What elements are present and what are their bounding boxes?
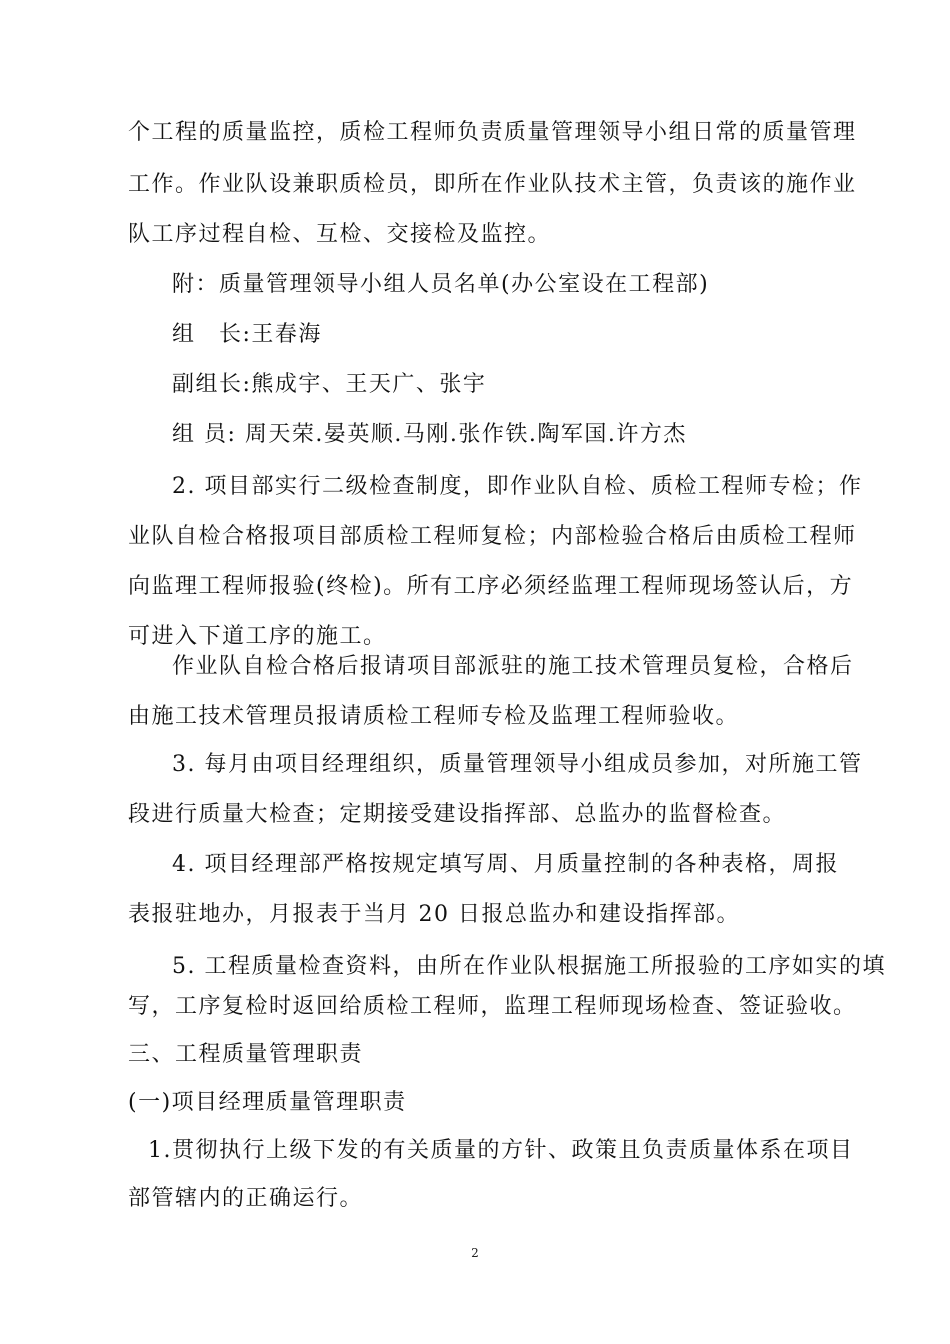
members-line: 组 员: 周天荣.晏英顺.马刚.张作铁.陶军国.许方杰 <box>172 422 687 447</box>
section-heading: 三、工程质量管理职责 <box>128 1042 364 1067</box>
group-leader-line: 组 长:王春海 <box>172 322 322 347</box>
paragraph-line: 作业队自检合格后报请项目部派驻的施工技术管理员复检，合格后 <box>172 654 854 679</box>
paragraph-line: 业队自检合格报项目部质检工程师复检；内部检验合格后由质检工程师 <box>128 524 857 549</box>
appendix-heading: 附：质量管理领导小组人员名单(办公室设在工程部) <box>172 272 710 297</box>
paragraph-line: 表报驻地办，月报表于当月 20 日报总监办和建设指挥部。 <box>128 902 740 927</box>
paragraph-line: 1.贯彻执行上级下发的有关质量的方针、政策且负责质量体系在项目 <box>148 1138 854 1163</box>
paragraph-line: 写，工序复检时返回给质检工程师，监理工程师现场检查、签证验收。 <box>128 994 857 1019</box>
paragraph-line: 3. 每月由项目经理组织，质量管理领导小组成员参加，对所施工管 <box>172 752 863 777</box>
paragraph-line: 部管辖内的正确运行。 <box>128 1186 364 1211</box>
paragraph-line: 向监理工程师报验(终检)。所有工序必须经监理工程师现场签认后，方 <box>128 574 854 599</box>
paragraph-line: 队工序过程自检、互检、交接检及监控。 <box>128 222 552 247</box>
paragraph-line: 工作。作业队设兼职质检员，即所在作业队技术主管，负责该的施作业 <box>128 172 857 197</box>
page-number: 2 <box>471 1246 479 1260</box>
paragraph-line: 2. 项目部实行二级检查制度，即作业队自检、质检工程师专检；作 <box>172 474 863 499</box>
paragraph-line: 个工程的质量监控，质检工程师负责质量管理领导小组日常的质量管理 <box>128 120 857 145</box>
paragraph-line: 段进行质量大检查；定期接受建设指挥部、总监办的监督检查。 <box>128 802 787 827</box>
paragraph-line: 5. 工程质量检查资料，由所在作业队根据施工所报验的工序如实的填 <box>172 954 886 979</box>
subsection-heading: (一)项目经理质量管理职责 <box>128 1090 407 1115</box>
paragraph-line: 4. 项目经理部严格按规定填写周、月质量控制的各种表格，周报 <box>172 852 839 877</box>
paragraph-line: 可进入下道工序的施工。 <box>128 624 387 649</box>
paragraph-line: 由施工技术管理员报请质检工程师专检及监理工程师验收。 <box>128 704 740 729</box>
deputy-leader-line: 副组长:熊成宇、王天广、张宇 <box>172 372 487 397</box>
